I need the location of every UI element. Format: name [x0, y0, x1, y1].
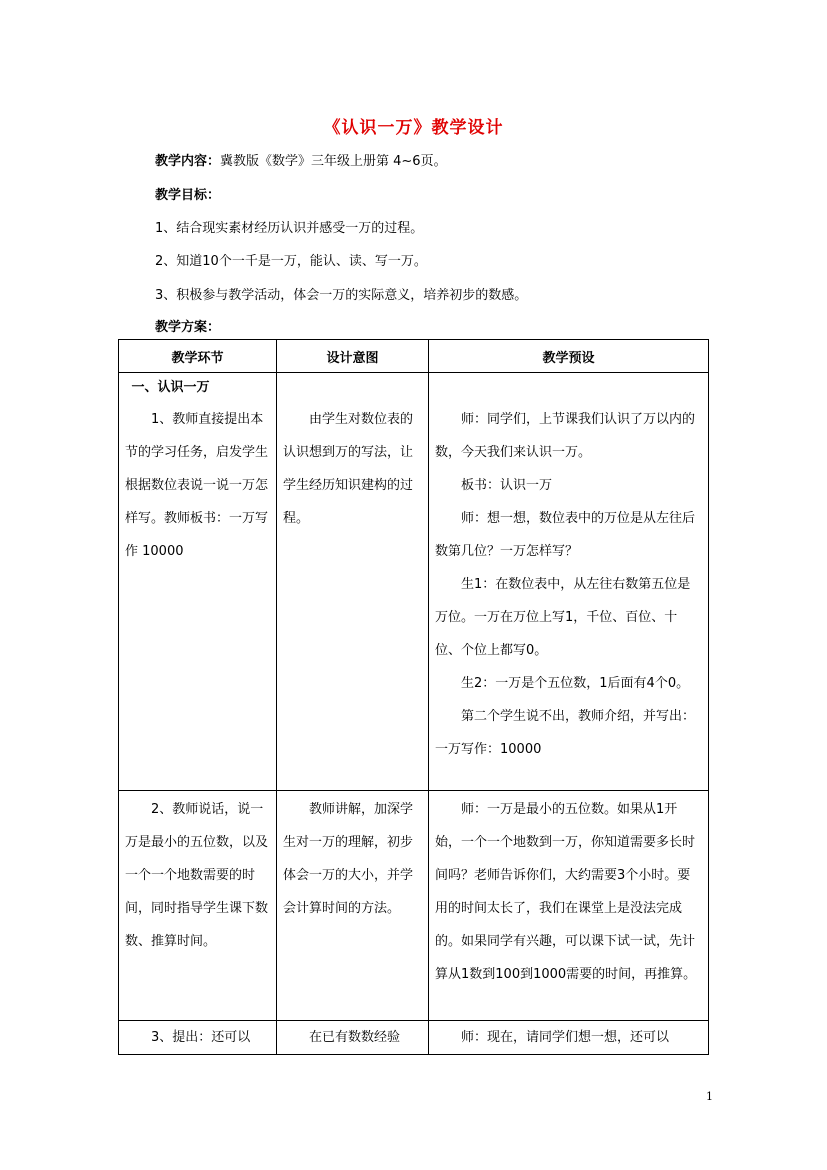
plan-cell: [429, 373, 709, 791]
plan-cell: [429, 1021, 709, 1055]
goal-item-1: 1、结合现实素材经历认识并感受一万的过程。: [155, 221, 424, 236]
plan-paragraph: 第二个学生说不出，教师介绍，并写出：一万写作：10000: [435, 709, 696, 757]
section-heading: 一、认识一万: [131, 380, 210, 395]
lesson-plan-table: [118, 339, 709, 1055]
plan-paragraph: 师：现在，请同学们想一想，还可以: [461, 1030, 670, 1045]
table-row: [119, 1021, 709, 1055]
goal-item-2: 2、知道10个一千是一万，能认、读、写一万。: [155, 254, 427, 269]
plan-paragraph: 板书：认识一万: [461, 478, 553, 493]
table-row: [119, 373, 709, 791]
intent-text: 在已有数数经验: [309, 1030, 401, 1045]
table-header-row: [119, 340, 709, 373]
document-title: 《认识一万》教学设计: [323, 118, 504, 138]
intent-cell: [277, 1021, 429, 1055]
header-plan: 教学预设: [429, 340, 709, 373]
table-row: [119, 791, 709, 1021]
plan-paragraph: 师：一万是最小的五位数。如果从1开始，一个一个地数到一万，你知道需要多长时间吗？老师告诉你们，大约需要3个小时。要用的时间太长了，我们在课堂上是没法完成的。如果同学有兴趣，可以课下试一试，先计算从1数到100到1000需要的时间，再推算。: [435, 802, 697, 982]
header-stage: 教学环节: [119, 340, 277, 373]
goal-item-3: 3、积极参与教学活动，体会一万的实际意义，培养初步的数感。: [155, 288, 528, 303]
header-intent: 设计意图: [277, 340, 429, 373]
intent-cell: [277, 791, 429, 1021]
intent-cell: [277, 373, 429, 791]
plan-paragraph: 师：同学们，上节课我们认识了万以内的数，今天我们来认识一万。: [435, 412, 696, 460]
stage-cell: [119, 791, 277, 1021]
intent-text: 由学生对数位表的认识想到万的写法，让学生经历知识建构的过程。: [283, 412, 414, 526]
stage-text: 3、提出：还可以: [151, 1030, 251, 1045]
page-number: 1: [706, 1090, 713, 1103]
stage-text: 1、教师直接提出本节的学习任务，启发学生根据数位表说一说一万怎样写。教师板书：一万写作 10000: [125, 412, 269, 559]
plan-paragraph: 师：想一想，数位表中的万位是从左往后数第几位？一万怎样写？: [435, 511, 696, 559]
stage-cell: [119, 1021, 277, 1055]
content-label: 教学内容：: [155, 154, 221, 169]
stage-cell: [119, 373, 277, 791]
stage-text: 2、教师说话，说一万是最小的五位数，以及一个一个地数需要的时间，同时指导学生课下数数、推算时间。: [125, 802, 269, 949]
plan-cell: [429, 791, 709, 1021]
content-text: 冀教版《数学》三年级上册第 4~6页。: [220, 154, 447, 169]
goals-label: 教学目标：: [155, 188, 221, 203]
plan-label: 教学方案：: [155, 320, 221, 335]
plan-paragraph: 生2：一万是个五位数，1后面有4个0。: [461, 676, 690, 691]
intent-text: 教师讲解，加深学生对一万的理解，初步体会一万的大小，并学会计算时间的方法。: [283, 802, 414, 916]
content-line: [155, 150, 447, 169]
plan-paragraph: 生1：在数位表中，从左往右数第五位是万位。一万在万位上写1，千位、百位、十位、个位上都写0。: [435, 577, 691, 658]
